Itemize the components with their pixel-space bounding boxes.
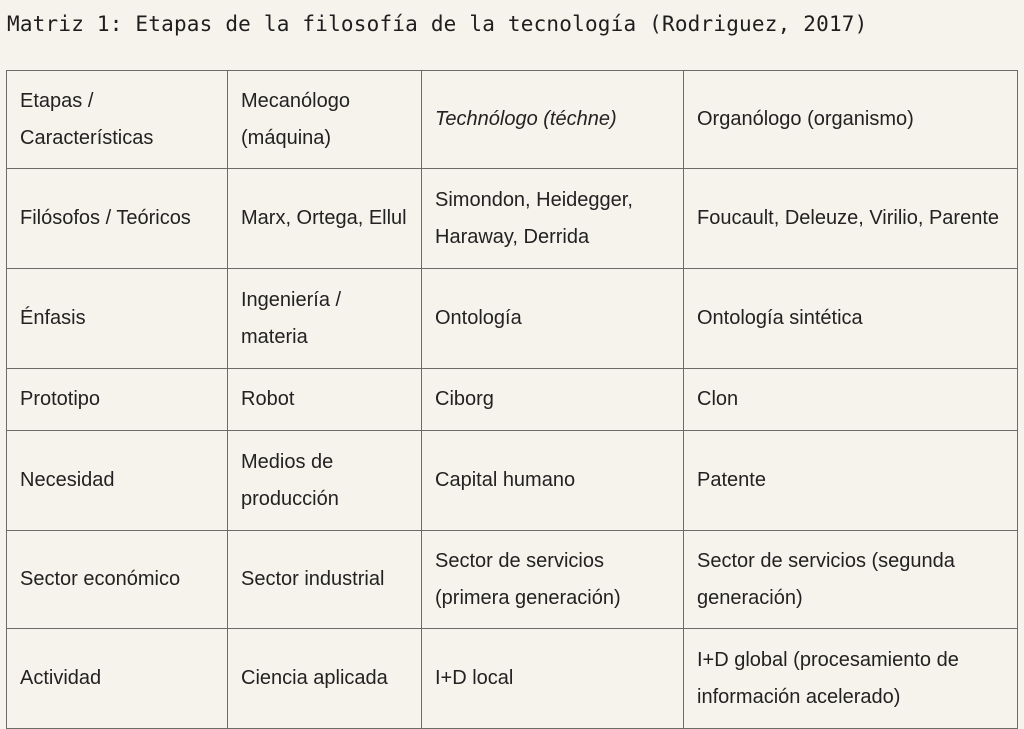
- stages-matrix-table: [6, 70, 1018, 729]
- table-cell: Simondon, Heidegger, Haraway, Derrida: [422, 169, 684, 269]
- row-label-cell: Sector económico: [7, 531, 228, 629]
- table-cell: Clon: [684, 369, 1018, 431]
- table-cell: Ciencia aplicada: [228, 629, 422, 729]
- table-cell: Patente: [684, 431, 1018, 531]
- table-cell: Mecanólogo (máquina): [228, 71, 422, 169]
- table-cell: Ontología sintética: [684, 269, 1018, 369]
- table-header-row: [7, 71, 1018, 169]
- table-cell: I+D local: [422, 629, 684, 729]
- table-row: [7, 369, 1018, 431]
- document-title: Matriz 1: Etapas de la filosofía de la tecnología (Rodriguez, 2017): [7, 12, 868, 36]
- table-cell: Sector de servicios (segunda generación): [684, 531, 1018, 629]
- table-cell: Robot: [228, 369, 422, 431]
- table-row: [7, 169, 1018, 269]
- table-cell: Organólogo (organismo): [684, 71, 1018, 169]
- table-row: [7, 269, 1018, 369]
- table-cell: Ingeniería / materia: [228, 269, 422, 369]
- table-cell: I+D global (procesamiento de información acelerado): [684, 629, 1018, 729]
- row-label-cell: Etapas / Características: [7, 71, 228, 169]
- table-row: [7, 629, 1018, 729]
- table-cell: Medios de producción: [228, 431, 422, 531]
- row-label-cell: Énfasis: [7, 269, 228, 369]
- table-cell: Marx, Ortega, Ellul: [228, 169, 422, 269]
- table-cell: Technólogo (téchne): [422, 71, 684, 169]
- row-label-cell: Filósofos / Teóricos: [7, 169, 228, 269]
- table-cell: Ciborg: [422, 369, 684, 431]
- table-cell: Foucault, Deleuze, Virilio, Parente: [684, 169, 1018, 269]
- table-cell: Capital humano: [422, 431, 684, 531]
- table-cell: Sector industrial: [228, 531, 422, 629]
- row-label-cell: Necesidad: [7, 431, 228, 531]
- table-cell: Sector de servicios (primera generación): [422, 531, 684, 629]
- table-row: [7, 531, 1018, 629]
- table-row: [7, 431, 1018, 531]
- row-label-cell: Actividad: [7, 629, 228, 729]
- row-label-cell: Prototipo: [7, 369, 228, 431]
- table-cell: Ontología: [422, 269, 684, 369]
